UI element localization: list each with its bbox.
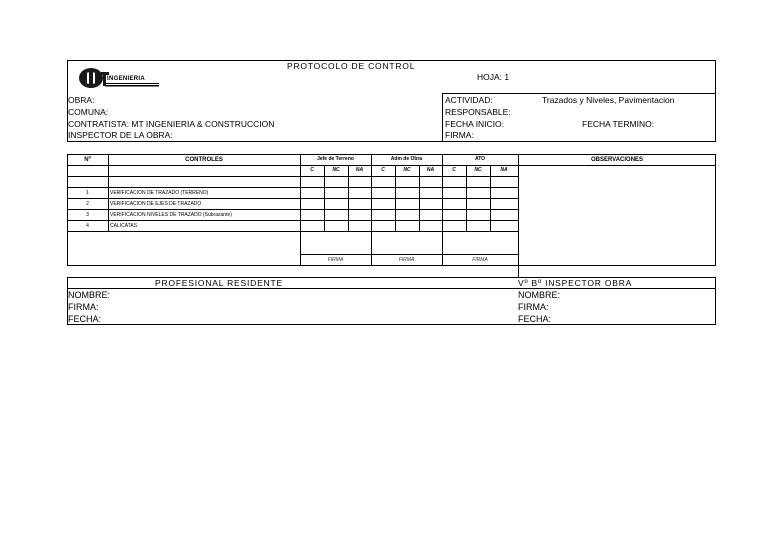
sub-header-nc: NC: [474, 167, 482, 173]
company-logo: [77, 66, 161, 90]
row-control: VERIFICACION DE TRAZADO (TERRENO): [110, 190, 209, 196]
inspector-label: INSPECTOR DE LA OBRA:: [68, 130, 173, 140]
sub-header-nc: NC: [332, 167, 340, 173]
row-number: 1: [86, 190, 89, 196]
row-control: CALICATAS: [110, 223, 138, 229]
firma-label: FIRMA:: [445, 130, 474, 140]
row-control: VERIFICACION DE EJES DE TRAZADO: [110, 201, 202, 207]
row-number: 4: [86, 223, 89, 229]
table-rule: [300, 254, 518, 255]
residente-nombre: NOMBRE:: [68, 290, 111, 300]
sub-header-na: NA: [426, 167, 435, 173]
row-number: 3: [86, 212, 89, 218]
table-col-rule: [466, 165, 467, 232]
inspector-firma: FIRMA:: [518, 302, 549, 312]
table-rule: [67, 165, 716, 166]
header-divider: [442, 93, 443, 142]
table-rule: [67, 220, 518, 221]
row-number: 2: [86, 201, 89, 207]
actividad-value: Trazados y Niveles, Pavimentacion: [542, 95, 675, 105]
header-rule: [442, 93, 716, 94]
actividad-label: ACTIVIDAD:: [445, 95, 493, 105]
table-col-rule: [518, 154, 519, 266]
footer-rule: [67, 288, 716, 289]
sub-header-c: C: [310, 167, 314, 173]
table-rule: [67, 209, 518, 210]
table-rule: [67, 176, 518, 177]
table-col-rule: [324, 165, 325, 232]
firma-jefe: FIRMA: [327, 257, 344, 263]
fecha-inicio-label: FECHA INICIO:: [445, 119, 505, 129]
sub-header-c: C: [381, 167, 385, 173]
profesional-residente-title: PROFESIONAL RESIDENTE: [155, 278, 283, 288]
inspector-fecha: FECHA:: [518, 314, 552, 324]
firma-adm: FIRMA: [398, 257, 415, 263]
col-header-adm: Adm de Obra: [390, 156, 423, 162]
fecha-termino-label: FECHA TERMINO:: [582, 119, 655, 129]
table-col-rule: [419, 165, 420, 232]
inspector-obra-title: Vº Bº INSPECTOR OBRA: [518, 278, 633, 288]
sub-header-na: NA: [355, 167, 364, 173]
table-rule: [67, 231, 518, 232]
sub-header-na: NA: [500, 167, 508, 173]
residente-firma: FIRMA:: [68, 302, 99, 312]
residente-fecha: FECHA:: [68, 314, 102, 324]
obra-label: OBRA:: [68, 95, 95, 105]
sub-header-c: C: [452, 167, 456, 173]
col-header-controles: CONTROLES: [185, 157, 223, 163]
col-header-jefe: Jefe de Terreno: [317, 156, 354, 162]
col-header-ato: ATO: [474, 156, 486, 162]
col-header-observaciones: OBSERVACIONES: [590, 157, 644, 163]
inspector-nombre: NOMBRE:: [518, 290, 561, 300]
comuna-label: COMUNA:: [68, 107, 109, 117]
contratista-label: CONTRATISTA: MT INGENIERIA & CONSTRUCCION: [68, 119, 275, 129]
table-col-rule: [490, 165, 491, 232]
table-col-rule: [108, 154, 109, 232]
firma-ato: FIRMA: [472, 257, 488, 263]
table-rule: [67, 187, 518, 188]
footer-divider: [518, 266, 519, 277]
row-control: VERIFICACION NIVELES DE TRAZADO (Subrazante): [110, 212, 232, 218]
responsable-label: RESPONSABLE:: [445, 107, 511, 117]
sheet-number: HOJA: 1: [477, 72, 510, 82]
table-col-rule: [348, 165, 349, 232]
table-col-rule: [395, 165, 396, 232]
col-header-no: Nº: [84, 157, 91, 163]
form-title: PROTOCOLO DE CONTROL: [287, 61, 416, 71]
sub-header-nc: NC: [403, 167, 411, 173]
table-rule: [67, 198, 518, 199]
logo-text: INGENIERIA: [107, 76, 146, 82]
